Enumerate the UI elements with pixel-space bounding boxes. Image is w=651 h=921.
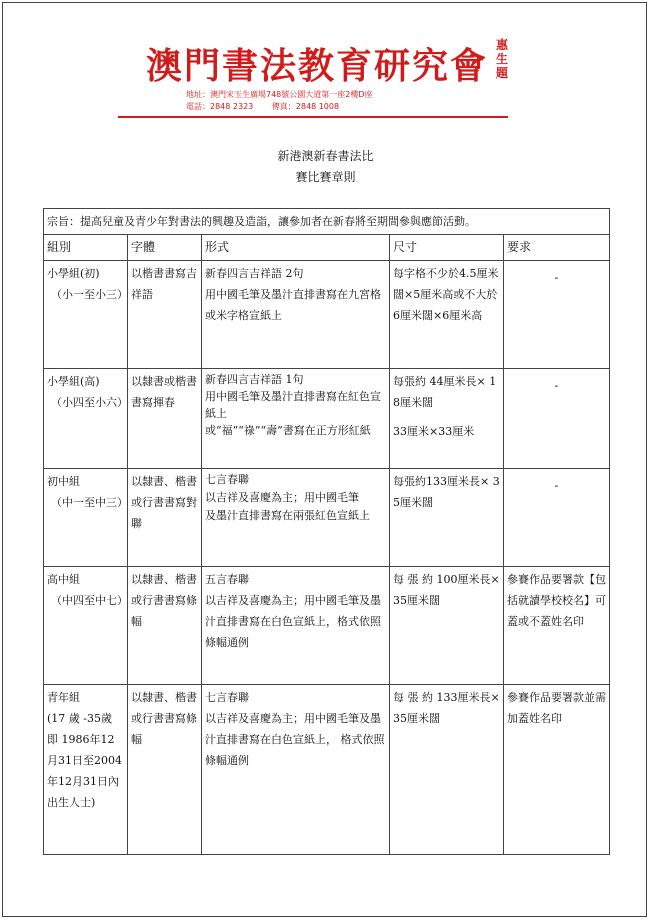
phone-line (186, 101, 355, 112)
group-sub: (17 歲 -35歲 即 1986年12月31日至2004年12月31日內出生人士) (47, 712, 122, 809)
header-requirement: 要求 (504, 235, 610, 261)
size-cell (390, 567, 504, 685)
script-cell: 以隸書、楷書或行書書寫條幅 (128, 685, 202, 855)
header-form: 形式 (202, 235, 390, 261)
form-line: 以吉祥及喜慶為主；用中國毛筆 (205, 491, 359, 504)
form-line: 以吉祥及喜慶為主；用中國毛筆及墨汁直排書寫在白色宣紙上，格式依照條幅通例 (205, 594, 381, 649)
form-line: 用中國毛筆及墨汁直排書寫在紅色宣紙上 (205, 390, 381, 420)
size-line: 每張約133厘米長× 35厘米闊 (393, 475, 500, 509)
seal-text: 惠生題 (496, 38, 509, 80)
group-sub: （小一至小三） (51, 288, 128, 301)
header-row (44, 235, 610, 261)
form-line: 七言春聯 (205, 473, 249, 486)
script-cell: 以隸書或楷書書寫揮春 (128, 369, 202, 469)
purpose-row (44, 209, 610, 235)
form-cell (202, 261, 390, 369)
table-row (44, 685, 610, 855)
doc-title-line1: 新港澳新春書法比 (277, 149, 374, 163)
group-name: 小學組(高) (47, 375, 100, 388)
form-line: 七言春聯 (205, 691, 249, 704)
table-row (44, 567, 610, 685)
form-line: 新春四言吉祥語 2句 (205, 267, 304, 280)
script-cell: 以隸書、楷書或行書書寫對聯 (128, 469, 202, 567)
group-cell (44, 469, 128, 567)
requirement-cell: - (504, 261, 610, 369)
form-cell (202, 469, 390, 567)
form-line: 或“福”“祿”“壽”書寫在正方形紅紙 (205, 424, 371, 437)
header-group: 組別 (44, 235, 128, 261)
size-line: 每張約 44厘米長× 18厘米闊 (393, 375, 497, 409)
size-cell (390, 261, 504, 369)
doc-title-line2: 賽比賽章則 (295, 170, 356, 184)
group-cell (44, 567, 128, 685)
size-line: 每 張 約 100厘米長× 35厘米闊 (393, 573, 500, 607)
header-size: 尺寸 (390, 235, 504, 261)
header-script: 字體 (128, 235, 202, 261)
form-line: 用中國毛筆及墨汁直排書寫在九宮格或米字格宣紙上 (205, 288, 381, 322)
requirement-cell: 參賽作品要署款並需加蓋姓名印 (504, 685, 610, 855)
size-line: 33厘米×33厘米 (393, 425, 475, 438)
group-sub: （小四至小六） (51, 396, 128, 409)
size-line: 每 張 約 133厘米長× 35厘米闊 (393, 691, 500, 725)
size-cell (390, 685, 504, 855)
rules-table (43, 208, 610, 855)
table-row (44, 369, 610, 469)
form-cell (202, 685, 390, 855)
org-name: 澳門書法教育研究會 (146, 45, 489, 87)
group-cell (44, 685, 128, 855)
group-cell (44, 369, 128, 469)
requirement-cell: 參賽作品要署款【包括就讀學校校名】可蓋或不蓋姓名印 (504, 567, 610, 685)
group-name: 初中組 (47, 475, 80, 488)
form-cell (202, 567, 390, 685)
address: 地址：澳門宋玉生廣場748號公園大道第一座2樓D座 (186, 90, 373, 99)
letterhead (118, 28, 538, 120)
size-cell (390, 369, 504, 469)
group-sub: （中一至中三） (51, 496, 128, 509)
requirement-cell: - (504, 369, 610, 469)
requirement-cell: - (504, 469, 610, 567)
size-line: 每字格不少於4.5厘米闊×5厘米高或不大於6厘米闊×6厘米高 (393, 267, 499, 322)
letterhead-rule (118, 116, 508, 118)
script-cell: 以楷書書寫吉祥語 (128, 261, 202, 369)
fax: 傳真：2848 1008 (271, 102, 340, 111)
tel: 電話：2848 2323 (186, 102, 254, 111)
group-sub: （中四至中七） (51, 594, 128, 607)
group-name: 高中組 (47, 573, 80, 586)
table-row (44, 261, 610, 369)
form-line: 五言春聯 (205, 573, 249, 586)
size-cell (390, 469, 504, 567)
group-name: 青年組 (47, 691, 80, 704)
group-cell (44, 261, 128, 369)
form-cell (202, 369, 390, 469)
form-line: 新春四言吉祥語 1句 (205, 373, 304, 386)
form-line: 以吉祥及喜慶為主；用中國毛筆及墨汁直排書寫在白色宣紙上， 格式依照條幅通例 (205, 712, 385, 767)
script-cell: 以隸書、楷書或行書書寫條幅 (128, 567, 202, 685)
table-row (44, 469, 610, 567)
form-line: 及墨汁直排書寫在兩張紅色宣紙上 (205, 509, 370, 522)
group-name: 小學組(初) (47, 267, 100, 280)
purpose: 宗旨：提高兒童及青少年對書法的興趣及造詣，讓參加者在新春將至期間參與應節活動。 (44, 209, 610, 235)
